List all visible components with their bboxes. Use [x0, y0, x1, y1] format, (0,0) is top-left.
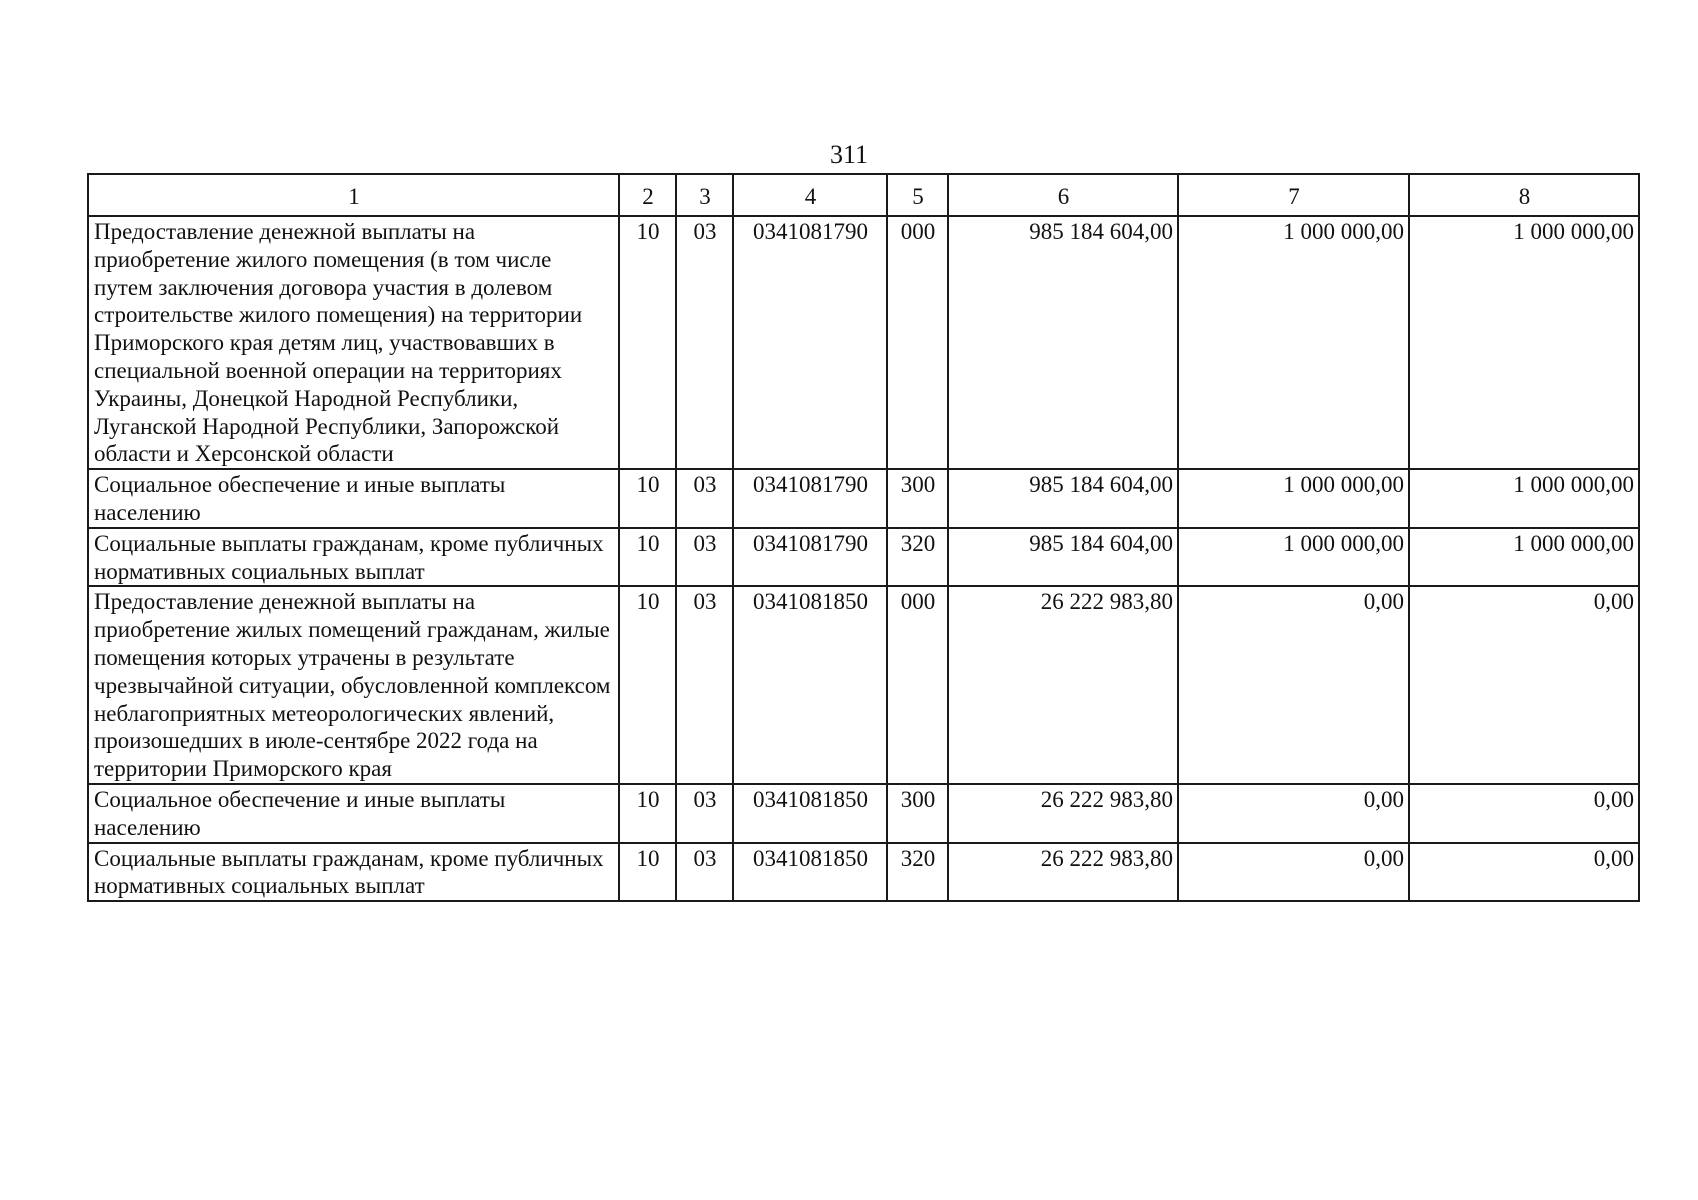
amount-col7-cell: 1 000 000,00 — [1178, 216, 1409, 469]
row-name-cell: Социальное обеспечение и иные выплаты населению — [88, 784, 619, 843]
table-row — [88, 469, 1639, 528]
page-number: 311 — [829, 140, 869, 169]
expense-type-cell: 300 — [887, 784, 948, 843]
expense-type-cell: 000 — [887, 216, 948, 469]
target-article-cell: 0341081790 — [733, 469, 887, 528]
amount-col6-cell: 26 222 983,80 — [948, 586, 1178, 784]
section-code-cell: 10 — [619, 469, 676, 528]
amount-col6-cell: 985 184 604,00 — [948, 528, 1178, 587]
section-code-cell: 10 — [619, 784, 676, 843]
target-article-cell: 0341081790 — [733, 528, 887, 587]
table-row — [88, 784, 1639, 843]
column-header: 6 — [948, 174, 1178, 216]
expense-type-cell: 320 — [887, 843, 948, 902]
amount-col8-cell: 0,00 — [1409, 586, 1639, 784]
section-code-cell: 10 — [619, 586, 676, 784]
amount-col8-cell: 1 000 000,00 — [1409, 216, 1639, 469]
column-header: 8 — [1409, 174, 1639, 216]
target-article-cell: 0341081850 — [733, 843, 887, 902]
subsection-code-cell: 03 — [676, 586, 733, 784]
amount-col7-cell: 0,00 — [1178, 843, 1409, 902]
header-row — [88, 174, 1639, 216]
amount-col6-cell: 985 184 604,00 — [948, 469, 1178, 528]
column-header: 4 — [733, 174, 887, 216]
row-name-cell: Предоставление денежной выплаты на приобретение жилых помещений гражданам, жилые помещения которых утрачены в результате чрезвычайной ситуации, обусловленной комплексом неблагоприятных метеорологических явлений, произошедших в июле-сентябре 2022 года на территории Приморского края — [88, 586, 619, 784]
amount-col8-cell: 1 000 000,00 — [1409, 528, 1639, 587]
subsection-code-cell: 03 — [676, 216, 733, 469]
column-header: 3 — [676, 174, 733, 216]
expense-type-cell: 000 — [887, 586, 948, 784]
subsection-code-cell: 03 — [676, 784, 733, 843]
amount-col8-cell: 0,00 — [1409, 784, 1639, 843]
column-header: 7 — [1178, 174, 1409, 216]
row-name-cell: Социальные выплаты гражданам, кроме публичных нормативных социальных выплат — [88, 528, 619, 587]
table-row — [88, 843, 1639, 902]
amount-col7-cell: 0,00 — [1178, 586, 1409, 784]
subsection-code-cell: 03 — [676, 469, 733, 528]
target-article-cell: 0341081850 — [733, 784, 887, 843]
target-article-cell: 0341081850 — [733, 586, 887, 784]
column-header: 2 — [619, 174, 676, 216]
amount-col6-cell: 985 184 604,00 — [948, 216, 1178, 469]
row-name-cell: Социальное обеспечение и иные выплаты населению — [88, 469, 619, 528]
table-row — [88, 586, 1639, 784]
row-name-cell: Предоставление денежной выплаты на приобретение жилого помещения (в том числе путем заключения договора участия в долевом строительстве жилого помещения) на территории Приморского края детям лиц, участвовавших в специальной военной операции на территориях Украины, Донецкой Народной Республики, Луганской Народной Республики, Запорожской области и Херсонской области — [88, 216, 619, 469]
section-code-cell: 10 — [619, 528, 676, 587]
section-code-cell: 10 — [619, 216, 676, 469]
expense-type-cell: 300 — [887, 469, 948, 528]
amount-col8-cell: 1 000 000,00 — [1409, 469, 1639, 528]
amount-col8-cell: 0,00 — [1409, 843, 1639, 902]
budget-table — [87, 173, 1640, 902]
subsection-code-cell: 03 — [676, 528, 733, 587]
section-code-cell: 10 — [619, 843, 676, 902]
amount-col7-cell: 1 000 000,00 — [1178, 528, 1409, 587]
expense-type-cell: 320 — [887, 528, 948, 587]
amount-col7-cell: 0,00 — [1178, 784, 1409, 843]
amount-col6-cell: 26 222 983,80 — [948, 843, 1178, 902]
target-article-cell: 0341081790 — [733, 216, 887, 469]
amount-col6-cell: 26 222 983,80 — [948, 784, 1178, 843]
row-name-cell: Социальные выплаты гражданам, кроме публичных нормативных социальных выплат — [88, 843, 619, 902]
table-row — [88, 216, 1639, 469]
column-header: 5 — [887, 174, 948, 216]
column-header: 1 — [88, 174, 619, 216]
table-row — [88, 528, 1639, 587]
amount-col7-cell: 1 000 000,00 — [1178, 469, 1409, 528]
subsection-code-cell: 03 — [676, 843, 733, 902]
